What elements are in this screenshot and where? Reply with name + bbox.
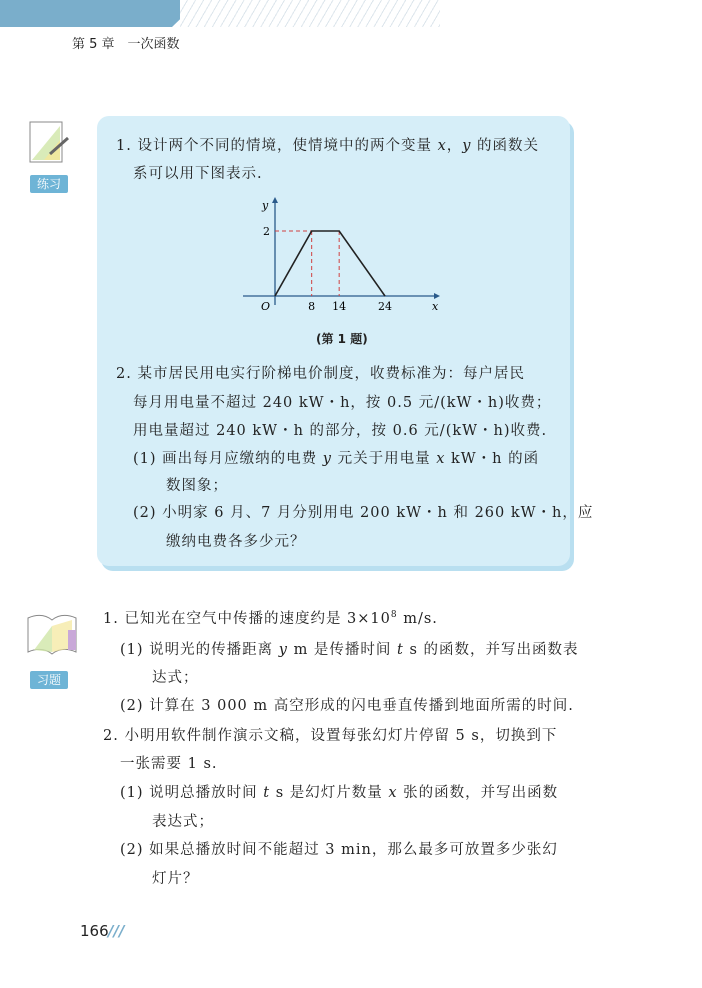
text-segment: y	[322, 451, 332, 467]
text-segment: x	[437, 138, 447, 154]
exercise-line	[103, 724, 557, 745]
text-segment: 2. 小明用软件制作演示文稿，设置每张幻灯片停留 5 s，切换到下	[103, 728, 558, 744]
text-segment: y	[462, 138, 472, 154]
text-segment: kW・h 的函	[445, 451, 540, 467]
series-line	[275, 231, 385, 296]
text-segment: 灯片？	[152, 871, 199, 887]
text-segment: (1) 说明光的传播距离	[120, 642, 279, 658]
text-segment: 系可以用下图表示.	[133, 166, 263, 182]
exercise-line	[152, 867, 199, 888]
x-axis-label: x	[432, 300, 439, 313]
text-segment: 达式；	[152, 670, 199, 686]
text-segment: m 是传播时间	[287, 642, 398, 658]
page-number-decoration: ///	[108, 922, 125, 940]
text-segment: 的函数关	[471, 138, 540, 154]
practice-badge: 练习	[30, 175, 68, 193]
exercise-line	[120, 752, 218, 773]
text-segment: 缴纳电费各多少元？	[166, 534, 306, 550]
text-segment: (2) 如果总播放时间不能超过 3 min，那么最多可放置多少张幻	[120, 842, 558, 858]
chapter-title: 第 5 章 一次函数	[72, 37, 180, 52]
text-segment: t	[397, 642, 404, 658]
origin-label: O	[260, 300, 270, 313]
y-tick-label: 2	[263, 225, 270, 238]
text-segment: 1. 设计两个不同的情境，使情境中的两个变量	[116, 138, 438, 154]
x-tick-label: 8	[308, 300, 316, 313]
x-tick-label: 14	[332, 300, 347, 313]
exercise-line	[120, 781, 558, 802]
text-segment: (1) 画出每月应缴纳的电费	[133, 451, 323, 467]
y-axis-arrow	[272, 197, 278, 203]
exercise-line	[120, 838, 558, 859]
exercise-line	[152, 810, 214, 831]
text-segment: x	[388, 785, 398, 801]
text-segment: m/s.	[397, 611, 438, 627]
text-segment: 2. 某市居民用电实行阶梯电价制度，收费标准为：每户居民	[116, 366, 525, 382]
y-axis-label: y	[262, 199, 269, 212]
x-tick-label: 24	[378, 300, 392, 313]
text-segment: 用电量超过 240 kW・h 的部分，按 0.6 元/(kW・h)收费.	[133, 423, 548, 439]
text-segment: (1) 说明总播放时间	[120, 785, 264, 801]
text-segment: 一张需要 1 s.	[120, 756, 218, 772]
text-segment: s 的函数，并写出函数表	[403, 642, 579, 658]
exercise-line	[152, 666, 199, 687]
text-segment: 表达式；	[152, 814, 214, 830]
figure-caption: (第 1 题)	[316, 332, 368, 346]
text-segment: 元关于用电量	[331, 451, 437, 467]
exercise-line	[120, 638, 579, 659]
text-segment: ，	[446, 138, 463, 154]
page-number: 166	[80, 922, 109, 940]
exercise-line	[103, 607, 438, 628]
text-segment: 8	[390, 610, 398, 621]
text-segment: 数图象；	[166, 478, 228, 494]
exercise-line	[120, 694, 574, 715]
text-segment: 每月用电量不超过 240 kW・h，按 0.5 元/(kW・h)收费；	[133, 395, 552, 411]
text-segment: (2) 小明家 6 月、7 月分别用电 200 kW・h 和 260 kW・h，应	[133, 505, 594, 521]
x-axis-arrow	[434, 293, 440, 299]
exercise-badge: 习题	[30, 671, 68, 689]
exercise-icon	[24, 604, 80, 662]
text-segment: x	[436, 451, 446, 467]
text-segment: t	[263, 785, 271, 801]
text-segment: 1. 已知光在空气中传播的速度约是 3×10	[103, 611, 391, 627]
text-segment: (2) 计算在 3 000 m 高空形成的闪电垂直传播到地面所需的时间.	[120, 698, 574, 714]
text-segment: s 是幻灯片数量	[270, 785, 389, 801]
text-segment: 张的函数，并写出函数	[397, 785, 559, 801]
text-segment: y	[278, 642, 288, 658]
